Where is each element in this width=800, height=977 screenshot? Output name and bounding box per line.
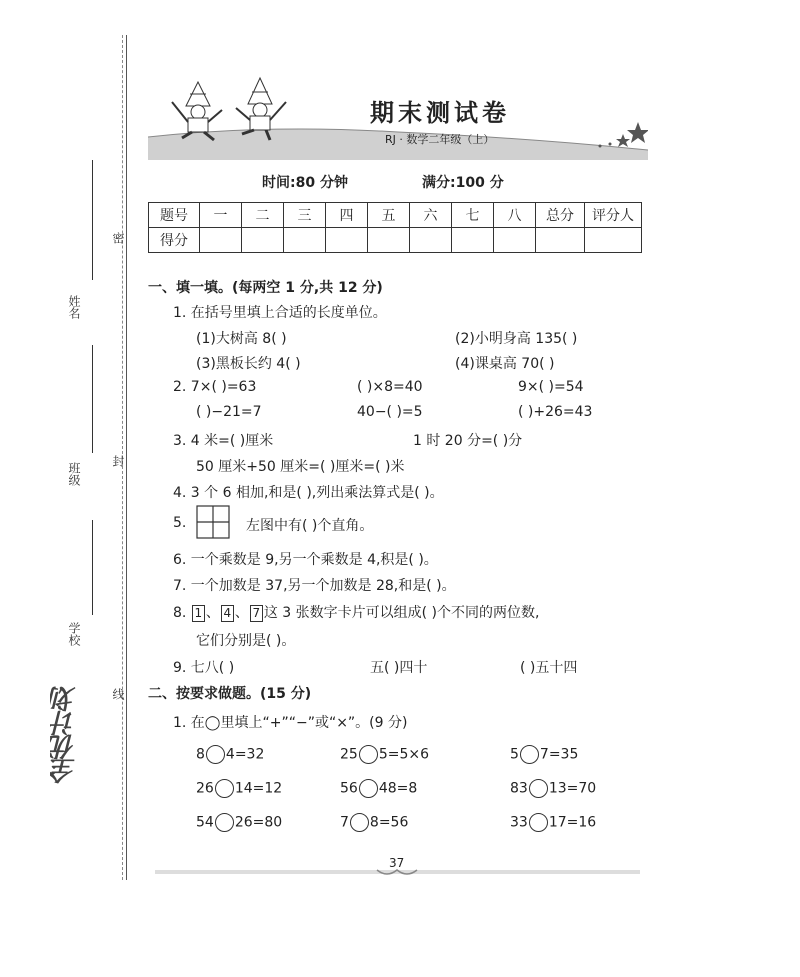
table-row-label: 得分 [149, 228, 200, 253]
q1b[interactable]: (2)小明身高 135( ) [455, 331, 578, 347]
q9b[interactable]: 五( )四十 [370, 660, 428, 676]
school-field[interactable] [92, 520, 93, 615]
name-field[interactable] [92, 160, 93, 280]
q3c[interactable]: 50 厘米+50 厘米=( )厘米=( )米 [196, 459, 405, 475]
operand: 54 [196, 814, 214, 831]
q8-line2[interactable]: 它们分别是( )。 [196, 633, 296, 649]
circle-item[interactable] [340, 813, 408, 832]
score-cell[interactable] [242, 228, 284, 253]
full-score: 满分:100 分 [422, 175, 504, 191]
score-cell[interactable] [410, 228, 452, 253]
q1d[interactable]: (4)课桌高 70( ) [455, 356, 555, 372]
q2b[interactable]: ( )×8=40 [357, 379, 423, 395]
q2d[interactable]: ( )−21=7 [196, 404, 262, 420]
operand: 5=5×6 [378, 746, 430, 763]
circle-item[interactable] [196, 813, 282, 832]
seal-feng: 封 [111, 455, 125, 467]
circle-item[interactable] [340, 779, 417, 798]
q3b[interactable]: 1 时 20 分=( )分 [413, 433, 523, 449]
operand: 8=56 [369, 814, 409, 831]
operand: 83 [510, 780, 528, 797]
operand: 13=70 [548, 780, 597, 797]
score-cell[interactable] [452, 228, 494, 253]
school-label: 学校 [67, 622, 81, 646]
table-header-cell: 八 [494, 203, 536, 228]
q1a[interactable]: (1)大树高 8( ) [196, 331, 287, 347]
brand-logo: 全优计划 [50, 688, 80, 784]
operand: 17=16 [548, 814, 597, 831]
class-field[interactable] [92, 345, 93, 453]
digit-card: 4 [221, 605, 234, 622]
q5[interactable]: 左图中有( )个直角。 [246, 518, 374, 534]
digit-card: 7 [250, 605, 263, 622]
separator: 、 [234, 605, 249, 621]
operand: 56 [340, 780, 358, 797]
operator-circle[interactable] [215, 779, 234, 798]
operand: 26 [196, 780, 214, 797]
table-header-cell: 题号 [149, 203, 200, 228]
s2-q1-prompt: 1. 在◯里填上“+”“−”或“×”。(9 分) [173, 715, 408, 731]
class-label: 班级 [67, 462, 81, 486]
operand: 48=8 [378, 780, 418, 797]
circle-item[interactable] [196, 745, 264, 764]
operand: 26=80 [234, 814, 283, 831]
score-cell[interactable] [200, 228, 242, 253]
subtitle: RJ · 数学二年级（上） [385, 133, 495, 146]
operand: 7 [340, 814, 349, 831]
table-header-cell: 三 [284, 203, 326, 228]
circle-item[interactable] [510, 745, 578, 764]
score-table [148, 202, 642, 253]
q7[interactable]: 7. 一个加数是 37,另一个加数是 28,和是( )。 [173, 578, 456, 594]
table-header-cell: 七 [452, 203, 494, 228]
table-header-cell: 总分 [536, 203, 585, 228]
operand: 33 [510, 814, 528, 831]
digit-card: 1 [192, 605, 205, 622]
seal-xian: 线 [111, 688, 125, 700]
operator-circle[interactable] [215, 813, 234, 832]
q1c[interactable]: (3)黑板长约 4( ) [196, 356, 301, 372]
operand: 25 [340, 746, 358, 763]
q2c[interactable]: 9×( )=54 [518, 379, 584, 395]
operator-circle[interactable] [529, 779, 548, 798]
q6[interactable]: 6. 一个乘数是 9,另一个乘数是 4,积是( )。 [173, 552, 438, 568]
operand: 5 [510, 746, 519, 763]
q9c[interactable]: ( )五十四 [520, 660, 578, 676]
seal-mi: 密 [111, 232, 125, 244]
q8[interactable] [173, 602, 539, 622]
exam-time: 时间:80 分钟 [262, 175, 348, 191]
operator-circle[interactable] [206, 745, 225, 764]
operand: 14=12 [234, 780, 283, 797]
right-angle-figure [196, 505, 230, 539]
q2e[interactable]: 40−( )=5 [357, 404, 423, 420]
q1-prompt: 1. 在括号里填上合适的长度单位。 [173, 305, 387, 321]
score-cell[interactable] [585, 228, 642, 253]
score-cell[interactable] [326, 228, 368, 253]
name-label: 姓名 [67, 295, 81, 319]
q2a[interactable]: 2. 7×( )=63 [173, 379, 257, 395]
table-header-cell: 二 [242, 203, 284, 228]
circle-item[interactable] [510, 813, 596, 832]
star-icon [627, 122, 648, 143]
operator-circle[interactable] [520, 745, 539, 764]
circle-item[interactable] [510, 779, 596, 798]
table-header-cell: 一 [200, 203, 242, 228]
table-header-cell: 评分人 [585, 203, 642, 228]
q9a[interactable]: 9. 七八( ) [173, 660, 235, 676]
table-header-cell: 五 [368, 203, 410, 228]
score-cell[interactable] [284, 228, 326, 253]
section-2-heading: 二、按要求做题。(15 分) [148, 686, 312, 702]
score-cell[interactable] [494, 228, 536, 253]
q2f[interactable]: ( )+26=43 [518, 404, 593, 420]
operator-circle[interactable] [529, 813, 548, 832]
operand: 7=35 [539, 746, 579, 763]
operator-circle[interactable] [359, 745, 378, 764]
table-header-cell: 六 [410, 203, 452, 228]
section-1-heading: 一、填一填。(每两空 1 分,共 12 分) [148, 280, 383, 296]
table-header-cell: 四 [326, 203, 368, 228]
operator-circle[interactable] [350, 813, 369, 832]
q8-number: 8. [173, 605, 187, 621]
q8-text: 这 3 张数字卡片可以组成( )个不同的两位数, [263, 605, 540, 621]
operator-circle[interactable] [359, 779, 378, 798]
page-number: 37 [389, 856, 405, 870]
page-title: 期末测试卷 [370, 99, 510, 127]
score-cell[interactable] [368, 228, 410, 253]
star-icon [616, 134, 630, 147]
score-cell[interactable] [536, 228, 585, 253]
q4[interactable]: 4. 3 个 6 相加,和是( ),列出乘法算式是( )。 [173, 485, 444, 501]
circle-item[interactable] [340, 745, 429, 764]
operand: 8 [196, 746, 205, 763]
separator: 、 [205, 605, 220, 621]
operand: 4=32 [225, 746, 265, 763]
circle-item[interactable] [196, 779, 282, 798]
q5-number: 5. [173, 515, 187, 531]
q3a[interactable]: 3. 4 米=( )厘米 [173, 433, 274, 449]
